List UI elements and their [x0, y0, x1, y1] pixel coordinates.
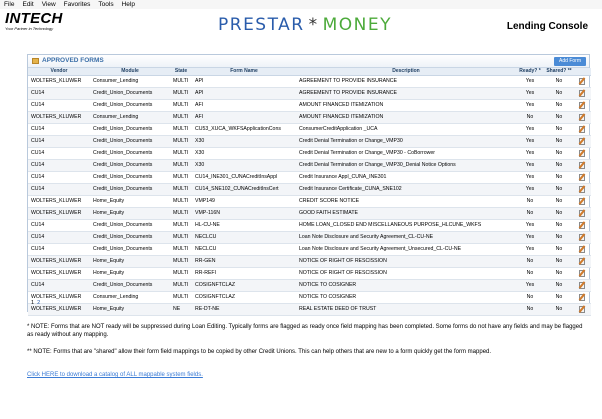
shared-cell: No: [544, 172, 574, 184]
edit-icon[interactable]: [579, 113, 586, 121]
shared-cell: No: [544, 244, 574, 256]
edit-icon[interactable]: [579, 185, 586, 193]
module-cell: Credit_Union_Documents: [90, 172, 170, 184]
edit-cell[interactable]: [574, 220, 591, 232]
edit-cell[interactable]: [574, 184, 591, 196]
module-cell: Home_Equity: [90, 208, 170, 220]
module-cell: Consumer_Lending: [90, 76, 170, 88]
edit-cell[interactable]: [574, 88, 591, 100]
vendor-cell: WOLTERS_KLUWER: [28, 196, 90, 208]
ready-cell: No: [516, 196, 544, 208]
form-name-cell: AFI: [192, 100, 296, 112]
table-row[interactable]: [28, 172, 591, 184]
table-row[interactable]: [28, 76, 591, 88]
table-row[interactable]: [28, 160, 591, 172]
brand-star: *: [308, 15, 319, 35]
ready-cell: Yes: [516, 172, 544, 184]
ready-cell: Yes: [516, 220, 544, 232]
form-name-cell: COSIGNFTCLAZ: [192, 292, 296, 304]
edit-cell[interactable]: [574, 256, 591, 268]
column-header: Shared? **: [544, 68, 574, 76]
ready-cell: No: [516, 292, 544, 304]
form-name-cell: API: [192, 88, 296, 100]
description-cell: AMOUNT FINANCED ITEMIZATION: [296, 112, 516, 124]
column-header: Form Name: [192, 68, 296, 76]
description-cell: NOTICE TO COSIGNER: [296, 292, 516, 304]
form-name-cell: RR-GEN: [192, 256, 296, 268]
shared-cell: No: [544, 196, 574, 208]
state-cell: MULTI: [170, 232, 192, 244]
brand-part2: MONEY: [322, 15, 392, 35]
description-cell: ConsumerCreditApplication _UCA: [296, 124, 516, 136]
form-name-cell: AFI: [192, 112, 296, 124]
module-cell: Consumer_Lending: [90, 292, 170, 304]
vendor-cell: CU14: [28, 244, 90, 256]
state-cell: MULTI: [170, 148, 192, 160]
column-header: Ready? *: [516, 68, 544, 76]
edit-icon[interactable]: [579, 149, 586, 157]
shared-cell: No: [544, 268, 574, 280]
shared-cell: No: [544, 136, 574, 148]
vendor-cell: CU14: [28, 88, 90, 100]
form-name-cell: CU14_SNE102_CUNACreditInsCert: [192, 184, 296, 196]
ready-cell: Yes: [516, 136, 544, 148]
description-cell: Credit Insurance Appl_CUNA_INE301: [296, 172, 516, 184]
description-cell: CREDIT SCORE NOTICE: [296, 196, 516, 208]
ready-cell: Yes: [516, 280, 544, 292]
menu-favorites[interactable]: Favorites: [63, 1, 91, 8]
table-row[interactable]: [28, 208, 591, 220]
state-cell: MULTI: [170, 196, 192, 208]
panel-title-text: APPROVED FORMS: [42, 57, 104, 64]
table-row[interactable]: [28, 196, 591, 208]
form-name-cell: API: [192, 76, 296, 88]
state-cell: MULTI: [170, 112, 192, 124]
module-cell: Home_Equity: [90, 256, 170, 268]
edit-icon[interactable]: [579, 173, 586, 181]
state-cell: MULTI: [170, 184, 192, 196]
shared-cell: No: [544, 148, 574, 160]
column-header: Module: [90, 68, 170, 76]
add-form-button[interactable]: Add Form: [554, 57, 586, 66]
table-row[interactable]: [28, 112, 591, 124]
description-cell: Loan Note Disclosure and Security Agreement_CL-CU-NE: [296, 232, 516, 244]
page-header: [0, 9, 602, 41]
state-cell: MULTI: [170, 88, 192, 100]
form-name-cell: X30: [192, 160, 296, 172]
menu-bar: [0, 0, 602, 9]
table-row[interactable]: [28, 244, 591, 256]
column-header: Description: [296, 68, 516, 76]
state-cell: MULTI: [170, 76, 192, 88]
shared-cell: No: [544, 184, 574, 196]
description-cell: REAL ESTATE DEED OF TRUST: [296, 304, 516, 316]
module-cell: Home_Equity: [90, 196, 170, 208]
edit-cell[interactable]: [574, 304, 591, 316]
edit-cell[interactable]: [574, 124, 591, 136]
shared-cell: No: [544, 112, 574, 124]
vendor-cell: CU14: [28, 232, 90, 244]
edit-cell[interactable]: [574, 148, 591, 160]
edit-icon[interactable]: [579, 137, 586, 145]
menu-help[interactable]: Help: [121, 1, 135, 8]
intech-logo: [5, 11, 63, 31]
console-title: Lending Console: [506, 21, 588, 32]
edit-cell[interactable]: [574, 112, 591, 124]
edit-icon[interactable]: [579, 245, 586, 253]
edit-cell[interactable]: [574, 280, 591, 292]
panel-title: [32, 57, 104, 64]
shared-cell: No: [544, 232, 574, 244]
table-row[interactable]: [28, 232, 591, 244]
catalog-download-link[interactable]: Click HERE to download a catalog of ALL mappable system fields.: [27, 372, 203, 378]
table-row[interactable]: [28, 280, 591, 292]
table-row[interactable]: [28, 292, 591, 304]
column-header: Vendor: [28, 68, 90, 76]
state-cell: MULTI: [170, 220, 192, 232]
menu-file[interactable]: File: [4, 1, 15, 8]
state-cell: MULTI: [170, 172, 192, 184]
edit-icon[interactable]: [579, 125, 586, 133]
edit-icon[interactable]: [579, 101, 586, 109]
form-name-cell: RR-REFI: [192, 268, 296, 280]
form-name-cell: VMP149: [192, 196, 296, 208]
table-row[interactable]: [28, 268, 591, 280]
table-row[interactable]: [28, 256, 591, 268]
shared-cell: No: [544, 280, 574, 292]
table-row[interactable]: [28, 304, 591, 316]
column-header: State: [170, 68, 192, 76]
ready-cell: Yes: [516, 232, 544, 244]
edit-icon[interactable]: [579, 269, 586, 277]
vendor-cell: WOLTERS_KLUWER: [28, 256, 90, 268]
form-name-cell: HL-CU-NE: [192, 220, 296, 232]
state-cell: MULTI: [170, 268, 192, 280]
description-cell: HOME LOAN_CLOSED END MISCELLANEOUS PURPOSE_HLCUNE_WKFS: [296, 220, 516, 232]
vendor-cell: CU14: [28, 280, 90, 292]
ready-cell: Yes: [516, 88, 544, 100]
vendor-cell: CU14: [28, 124, 90, 136]
folder-icon: [32, 58, 39, 64]
description-cell: AGREEMENT TO PROVIDE INSURANCE: [296, 76, 516, 88]
edit-icon[interactable]: [579, 305, 586, 313]
form-name-cell: CU14_INE301_CUNACreditInsAppl: [192, 172, 296, 184]
edit-cell[interactable]: [574, 136, 591, 148]
module-cell: Credit_Union_Documents: [90, 184, 170, 196]
description-cell: NOTICE TO COSIGNER: [296, 280, 516, 292]
ready-cell: Yes: [516, 148, 544, 160]
ready-cell: No: [516, 256, 544, 268]
module-cell: Credit_Union_Documents: [90, 88, 170, 100]
edit-cell[interactable]: [574, 208, 591, 220]
module-cell: Consumer_Lending: [90, 112, 170, 124]
edit-icon[interactable]: [579, 77, 586, 85]
form-name-cell: X30: [192, 136, 296, 148]
table-body: [28, 76, 591, 316]
form-name-cell: CU53_XUCA_WKFSApplicationCons: [192, 124, 296, 136]
vendor-cell: CU14: [28, 220, 90, 232]
prestar-money-brand: [218, 15, 392, 35]
description-cell: AMOUNT FINANCED ITEMIZATION: [296, 100, 516, 112]
menu-tools[interactable]: Tools: [98, 1, 114, 8]
panel-header: [28, 55, 589, 68]
vendor-cell: CU14: [28, 172, 90, 184]
edit-icon[interactable]: [579, 257, 586, 265]
table-row[interactable]: [28, 220, 591, 232]
state-cell: MULTI: [170, 160, 192, 172]
state-cell: MULTI: [170, 244, 192, 256]
shared-cell: No: [544, 88, 574, 100]
state-cell: MULTI: [170, 100, 192, 112]
ready-cell: Yes: [516, 244, 544, 256]
edit-icon[interactable]: [579, 209, 586, 217]
edit-cell[interactable]: [574, 196, 591, 208]
vendor-cell: CU14: [28, 184, 90, 196]
table-row[interactable]: [28, 136, 591, 148]
logo-main-text: INTECH: [5, 10, 63, 27]
approved-forms-panel: [27, 54, 590, 312]
edit-cell[interactable]: [574, 76, 591, 88]
edit-icon[interactable]: [579, 197, 586, 205]
form-name-cell: NECLCU: [192, 244, 296, 256]
table-row[interactable]: [28, 88, 591, 100]
description-cell: NOTICE OF RIGHT OF RESCISSION: [296, 256, 516, 268]
ready-cell: Yes: [516, 100, 544, 112]
vendor-cell: WOLTERS_KLUWER: [28, 304, 90, 316]
edit-cell[interactable]: [574, 172, 591, 184]
edit-icon[interactable]: [579, 281, 586, 289]
form-name-cell: COSIGNFTCLAZ: [192, 280, 296, 292]
shared-cell: No: [544, 100, 574, 112]
ready-cell: No: [516, 268, 544, 280]
ready-cell: Yes: [516, 76, 544, 88]
ready-cell: No: [516, 304, 544, 316]
description-cell: Credit Denial Termination or Change_VMP30 - CoBorrower: [296, 148, 516, 160]
module-cell: Credit_Union_Documents: [90, 124, 170, 136]
module-cell: Home_Equity: [90, 268, 170, 280]
description-cell: Credit Denial Termination or Change_VMP30: [296, 136, 516, 148]
vendor-cell: CU14: [28, 148, 90, 160]
ready-cell: Yes: [516, 124, 544, 136]
shared-cell: No: [544, 124, 574, 136]
edit-cell[interactable]: [574, 232, 591, 244]
state-cell: MULTI: [170, 292, 192, 304]
shared-note: ** NOTE: Forms that are "shared" allow their form field mappings to be copied by other Credit Unions. This can help others that are new to a form quickly get the form mapped.: [27, 349, 492, 355]
shared-cell: No: [544, 220, 574, 232]
state-cell: MULTI: [170, 280, 192, 292]
description-cell: Credit Denial Termination or Change_VMP30_Denial Notice Options: [296, 160, 516, 172]
description-cell: AGREEMENT TO PROVIDE INSURANCE: [296, 88, 516, 100]
vendor-cell: CU14: [28, 100, 90, 112]
menu-view[interactable]: View: [41, 1, 56, 8]
description-cell: Credit Insurance Certificate_CUNA_SNE102: [296, 184, 516, 196]
shared-cell: No: [544, 76, 574, 88]
module-cell: Credit_Union_Documents: [90, 160, 170, 172]
shared-cell: No: [544, 292, 574, 304]
vendor-cell: CU14: [28, 160, 90, 172]
ready-cell: Yes: [516, 184, 544, 196]
table-row[interactable]: [28, 124, 591, 136]
module-cell: Credit_Union_Documents: [90, 220, 170, 232]
logo-tagline: Your Partner in Technology: [5, 26, 54, 31]
module-cell: Home_Equity: [90, 304, 170, 316]
description-cell: Loan Note Disclosure and Security Agreement_Unsecured_CL-CU-NE: [296, 244, 516, 256]
edit-cell[interactable]: [574, 100, 591, 112]
ready-cell: No: [516, 112, 544, 124]
shared-cell: No: [544, 304, 574, 316]
shared-cell: No: [544, 208, 574, 220]
edit-cell[interactable]: [574, 160, 591, 172]
brand-part1: PRESTAR: [218, 15, 305, 35]
pagination: [31, 300, 40, 306]
vendor-cell: WOLTERS_KLUWER: [28, 292, 90, 304]
forms-table: [28, 68, 591, 316]
menu-edit[interactable]: Edit: [22, 1, 34, 8]
shared-cell: No: [544, 160, 574, 172]
edit-icon[interactable]: [579, 161, 586, 169]
ready-note: * NOTE: Forms that are NOT ready will be suppressed during Loan Editing. Typically forms are flagged as ready once field mapping has been completed. Some forms do not have any fields and may be flagged as ready without any mapping.: [27, 324, 583, 338]
page-current: 1: [31, 300, 35, 306]
vendor-cell: WOLTERS_KLUWER: [28, 112, 90, 124]
form-name-cell: VMP-116N: [192, 208, 296, 220]
module-cell: Credit_Union_Documents: [90, 148, 170, 160]
ready-cell: Yes: [516, 160, 544, 172]
description-cell: NOTICE OF RIGHT OF RESCISSION: [296, 268, 516, 280]
table-row[interactable]: [28, 184, 591, 196]
vendor-cell: WOLTERS_KLUWER: [28, 268, 90, 280]
edit-cell[interactable]: [574, 268, 591, 280]
page-link-next[interactable]: 2: [37, 300, 41, 306]
state-cell: MULTI: [170, 124, 192, 136]
vendor-cell: WOLTERS_KLUWER: [28, 76, 90, 88]
column-header: [574, 68, 591, 76]
form-name-cell: RE-DT-NE: [192, 304, 296, 316]
state-cell: NE: [170, 304, 192, 316]
vendor-cell: WOLTERS_KLUWER: [28, 208, 90, 220]
state-cell: MULTI: [170, 136, 192, 148]
shared-cell: No: [544, 256, 574, 268]
module-cell: Credit_Union_Documents: [90, 232, 170, 244]
module-cell: Credit_Union_Documents: [90, 100, 170, 112]
edit-cell[interactable]: [574, 244, 591, 256]
module-cell: Credit_Union_Documents: [90, 244, 170, 256]
description-cell: GOOD FAITH ESTIMATE: [296, 208, 516, 220]
edit-icon[interactable]: [579, 221, 586, 229]
table-row[interactable]: [28, 148, 591, 160]
table-header-row: [28, 68, 591, 76]
module-cell: Credit_Union_Documents: [90, 280, 170, 292]
state-cell: MULTI: [170, 256, 192, 268]
edit-icon[interactable]: [579, 293, 586, 301]
form-name-cell: X30: [192, 148, 296, 160]
table-row[interactable]: [28, 100, 591, 112]
vendor-cell: CU14: [28, 136, 90, 148]
form-name-cell: NECLCU: [192, 232, 296, 244]
edit-icon[interactable]: [579, 233, 586, 241]
state-cell: MULTI: [170, 208, 192, 220]
edit-icon[interactable]: [579, 89, 586, 97]
ready-cell: No: [516, 208, 544, 220]
module-cell: Credit_Union_Documents: [90, 136, 170, 148]
edit-cell[interactable]: [574, 292, 591, 304]
